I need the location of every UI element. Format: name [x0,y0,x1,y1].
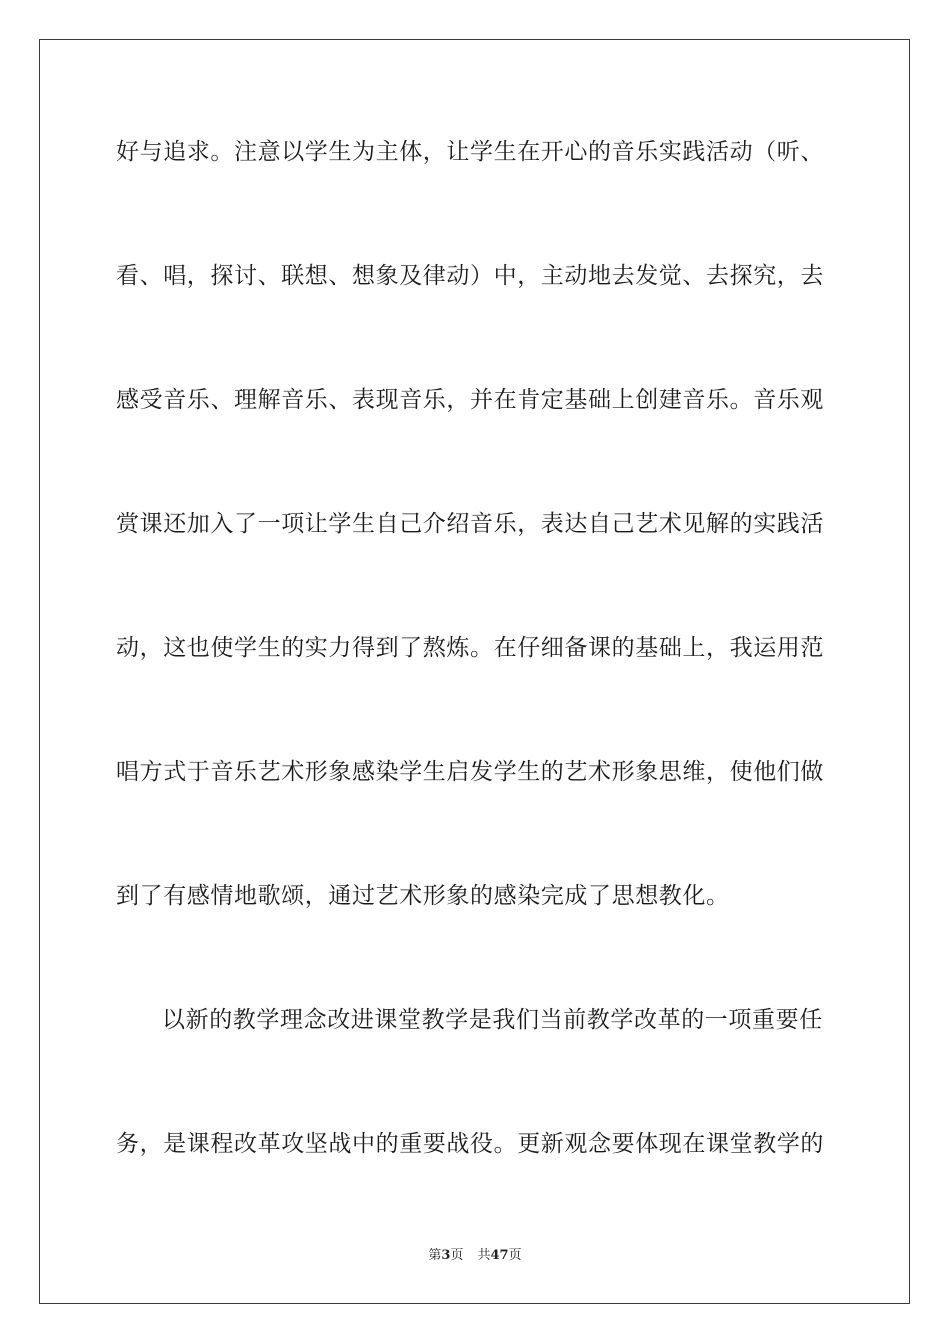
paragraph-line: 唱方式于音乐艺术形象感染学生启发学生的艺术形象思维，使他们做 [116,759,824,785]
page-border [39,39,910,1304]
paragraph-line: 动，这也使学生的实力得到了熬炼。在仔细备课的基础上，我运用范 [116,635,824,661]
total-pages: 47 [490,1248,509,1263]
page-footer [0,1247,950,1265]
paragraph-line: 看、唱，探讨、联想、想象及律动）中，主动地去发觉、去探究，去 [116,263,824,289]
page-suffix: 页 [450,1248,464,1263]
page-prefix: 第 [428,1248,442,1263]
paragraph-first-line: 以新的教学理念改进课堂教学是我们当前教学改革的一项重要任 [162,1007,823,1033]
total-prefix: 共 [477,1248,491,1263]
paragraph-line: 感受音乐、理解音乐、表现音乐，并在肯定基础上创建音乐。音乐观 [116,387,824,413]
paragraph-line: 好与追求。注意以学生为主体，让学生在开心的音乐实践活动（听、 [116,139,824,165]
paragraph-line: 赏课还加入了一项让学生自己介绍音乐，表达自己艺术见解的实践活 [116,511,824,537]
page-number: 3 [441,1248,451,1263]
paragraph-line: 务，是课程改革攻坚战中的重要战役。更新观念要体现在课堂教学的 [116,1131,824,1157]
paragraph-line: 到了有感情地歌颂，通过艺术形象的感染完成了思想教化。 [116,883,730,909]
total-suffix: 页 [508,1248,522,1263]
